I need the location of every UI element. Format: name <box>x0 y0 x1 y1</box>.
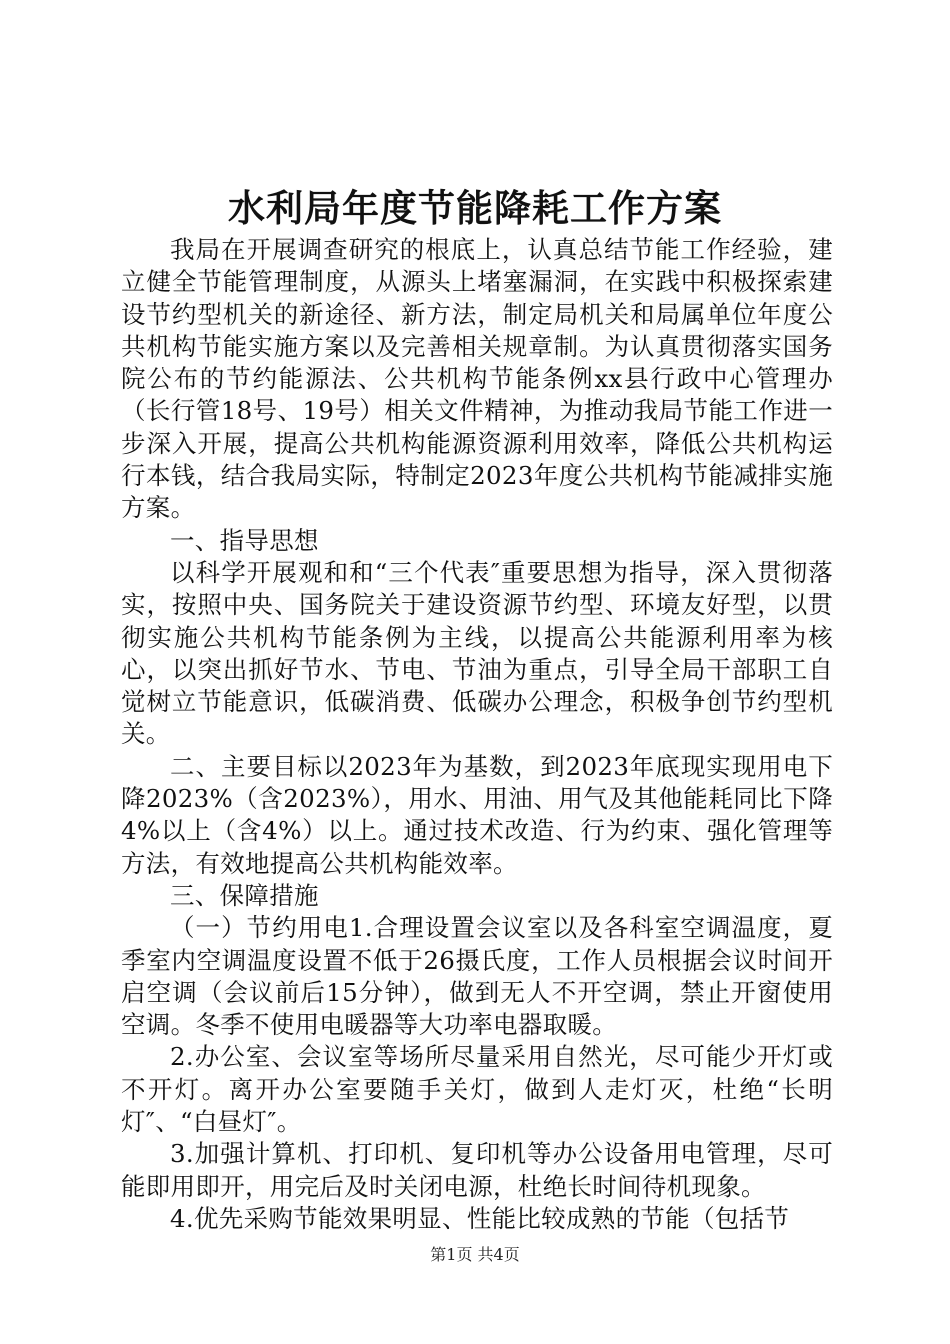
page-number-footer: 第1页 共4页 <box>430 1245 520 1264</box>
measure-procurement-paragraph: 4.优先采购节能效果明显、性能比较成熟的节能（包括节 <box>170 1203 790 1233</box>
measure-electricity-paragraph: （一）节约用电1.合理设置会议室以及各科室空调温度，夏季室内空调温度设置不低于26摄氏度，工作人员根据会议时间开启空调（会议前后15分钟），做到无人不开空调，禁止开窗使用空调。冬季不使用电暖器等大功率电器取暖。 <box>121 913 833 1040</box>
document-title: 水利局年度节能降耗工作方案 <box>228 186 722 230</box>
section-heading-guiding-thought: 一、指导思想 <box>170 525 319 555</box>
guiding-thought-paragraph: 以科学开展观和和“三个代表″重要思想为指导，深入贯彻落实，按照中央、国务院关于建设资源节约型、环境友好型，以贯彻实施公共机构节能条例为主线，以提高公共能源利用率为核心，以突出抓好节水、节电、节油为重点，引导全局干部职工自觉树立节能意识，低碳消费、低碳办公理念，积极争创节约型机关。 <box>121 557 833 749</box>
document-body <box>121 234 833 1235</box>
measure-lighting-paragraph: 2.办公室、会议室等场所尽量采用自然光，尽可能少开灯或不开灯。离开办公室要随手关灯，做到人走灯灭，杜绝“长明灯″、“白昼灯″。 <box>121 1042 833 1137</box>
main-goals-paragraph: 二、主要目标以2023年为基数，到2023年底现实现用电下降2023%（含2023%），用水、用油、用气及其他能耗同比下降4%以上（含4%）以上。通过技术改造、行为约束、强化管理等方法，有效地提高公共机构能效率。 <box>121 751 833 878</box>
section-heading-measures: 三、保障措施 <box>170 880 319 910</box>
intro-paragraph: 我局在开展调查研究的根底上，认真总结节能工作经验，建立健全节能管理制度，从源头上堵塞漏洞，在实践中积极探索建设节约型机关的新途径、新方法，制定局机关和局属单位年度公共机构节能实施方案以及完善相关规章制。为认真贯彻落实国务院公布的节约能源法、公共机构节能条例xx县行政中心管理办（长行管18号、19号）相关文件精神，为推动我局节能工作进一步深入开展，提高公共机构能源资源利用效率，降低公共机构运行本钱，结合我局实际，特制定2023年度公共机构节能减排实施方案。 <box>121 235 833 523</box>
measure-office-equipment-paragraph: 3.加强计算机、打印机、复印机等办公设备用电管理，尽可能即用即开，用完后及时关闭电源，杜绝长时间待机现象。 <box>121 1139 833 1201</box>
